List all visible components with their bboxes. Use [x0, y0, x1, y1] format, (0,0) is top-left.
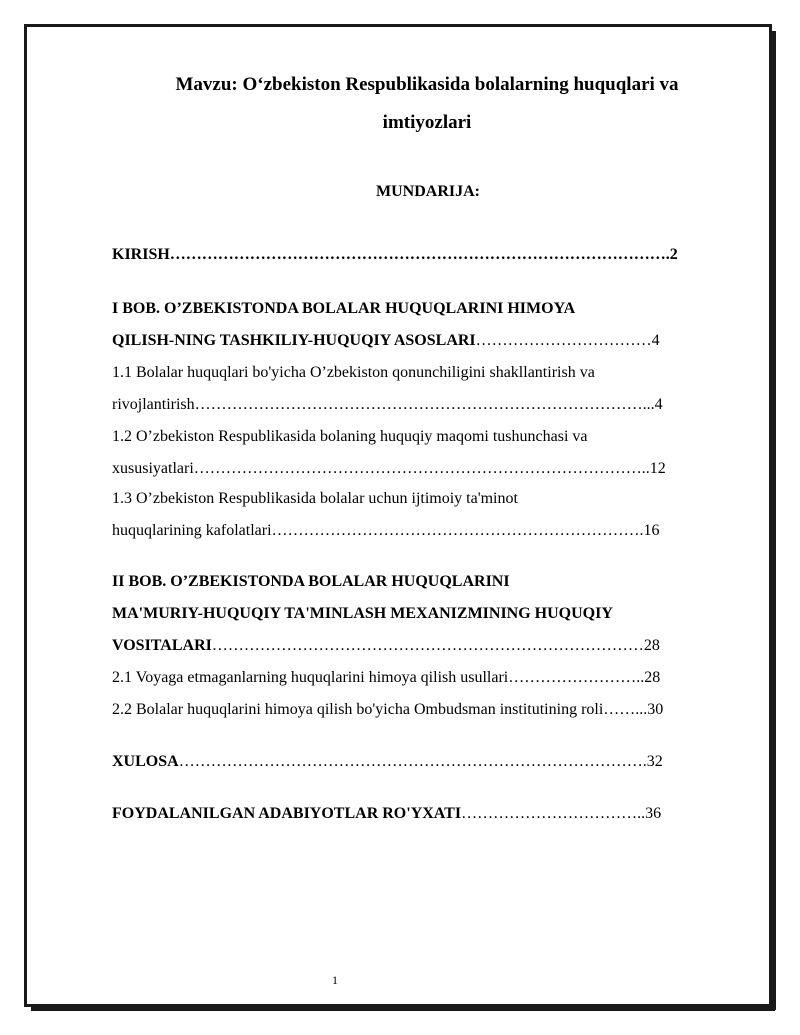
- toc-s12-line1: 1.2 O’zbekiston Respublikasida bolaning huquqiy maqomi tushunchasi va: [112, 428, 588, 445]
- toc-kirish: [112, 246, 678, 264]
- toc-s11-line1: 1.1 Bolalar huquqlari bo'yicha O’zbekiston qonunchiligini shakllantirish va: [112, 364, 595, 381]
- toc-xulosa: [112, 753, 663, 771]
- title-line-2: imtiyozlari: [382, 112, 472, 133]
- toc-s22: 2.2 Bolalar huquqlarini himoya qilish bo'yicha Ombudsman institutining roli……...30: [112, 701, 664, 718]
- toc-s13-line1: 1.3 O’zbekiston Respublikasida bolalar uchun ijtimoiy ta'minot: [112, 490, 518, 507]
- toc-adabiyotlar-leader: ……………………………..36: [461, 805, 662, 822]
- toc-bob1-line2: [112, 332, 660, 350]
- toc-xulosa-title: XULOSA: [112, 753, 179, 770]
- toc-s21: 2.1 Voyaga etmaganlarning huquqlarini himoya qilish usullari……………………..28: [112, 669, 661, 686]
- toc-bob2-line3: [112, 637, 660, 655]
- toc-bob2-line1: II BOB. O’ZBEKISTONDA BOLALAR HUQUQLARINI: [112, 573, 510, 590]
- toc-s11-line2: rivojlantirish…………………………………………………………………………...4: [112, 396, 663, 413]
- toc-bob2-title-part: VOSITALARI: [112, 637, 212, 654]
- title-line-1: Mavzu: O‘zbekiston Respublikasida bolalarning huquqlari va: [175, 74, 679, 95]
- toc-s13-line2: huquqlarining kafolatlari…………………………………………………………….16: [112, 522, 660, 539]
- toc-adabiyotlar: [112, 805, 661, 823]
- toc-xulosa-leader: …………………………………………………………………………….32: [178, 753, 663, 770]
- toc-bob1-title-part: QILISH-NING TASHKILIY-HUQUQIY ASOSLARI: [112, 332, 476, 349]
- document-title: [112, 66, 742, 142]
- page-number: 1: [332, 973, 338, 987]
- toc-adabiyotlar-title: FOYDALANILGAN ADABIYOTLAR RO'YXATI: [112, 805, 462, 822]
- toc-bob1-line1: I BOB. O’ZBEKISTONDA BOLALAR HUQUQLARINI HIMOYA: [112, 300, 576, 317]
- toc-bob1-leader: ……………………………4: [475, 332, 660, 349]
- page-border: [24, 24, 772, 1007]
- toc-bob2-line2: MA'MURIY-HUQUQIY TA'MINLASH MEXANIZMINING HUQUQIY: [112, 605, 613, 622]
- toc-bob2-leader: ………………………………………………………………………28: [211, 637, 660, 654]
- toc-kirish-text: KIRISH………………………………………………………………………………….2: [112, 246, 678, 263]
- toc-heading: MUNDARIJA:: [376, 183, 480, 200]
- toc-s12-line2: xususiyatlari…………………………………………………………………………..12: [112, 460, 666, 477]
